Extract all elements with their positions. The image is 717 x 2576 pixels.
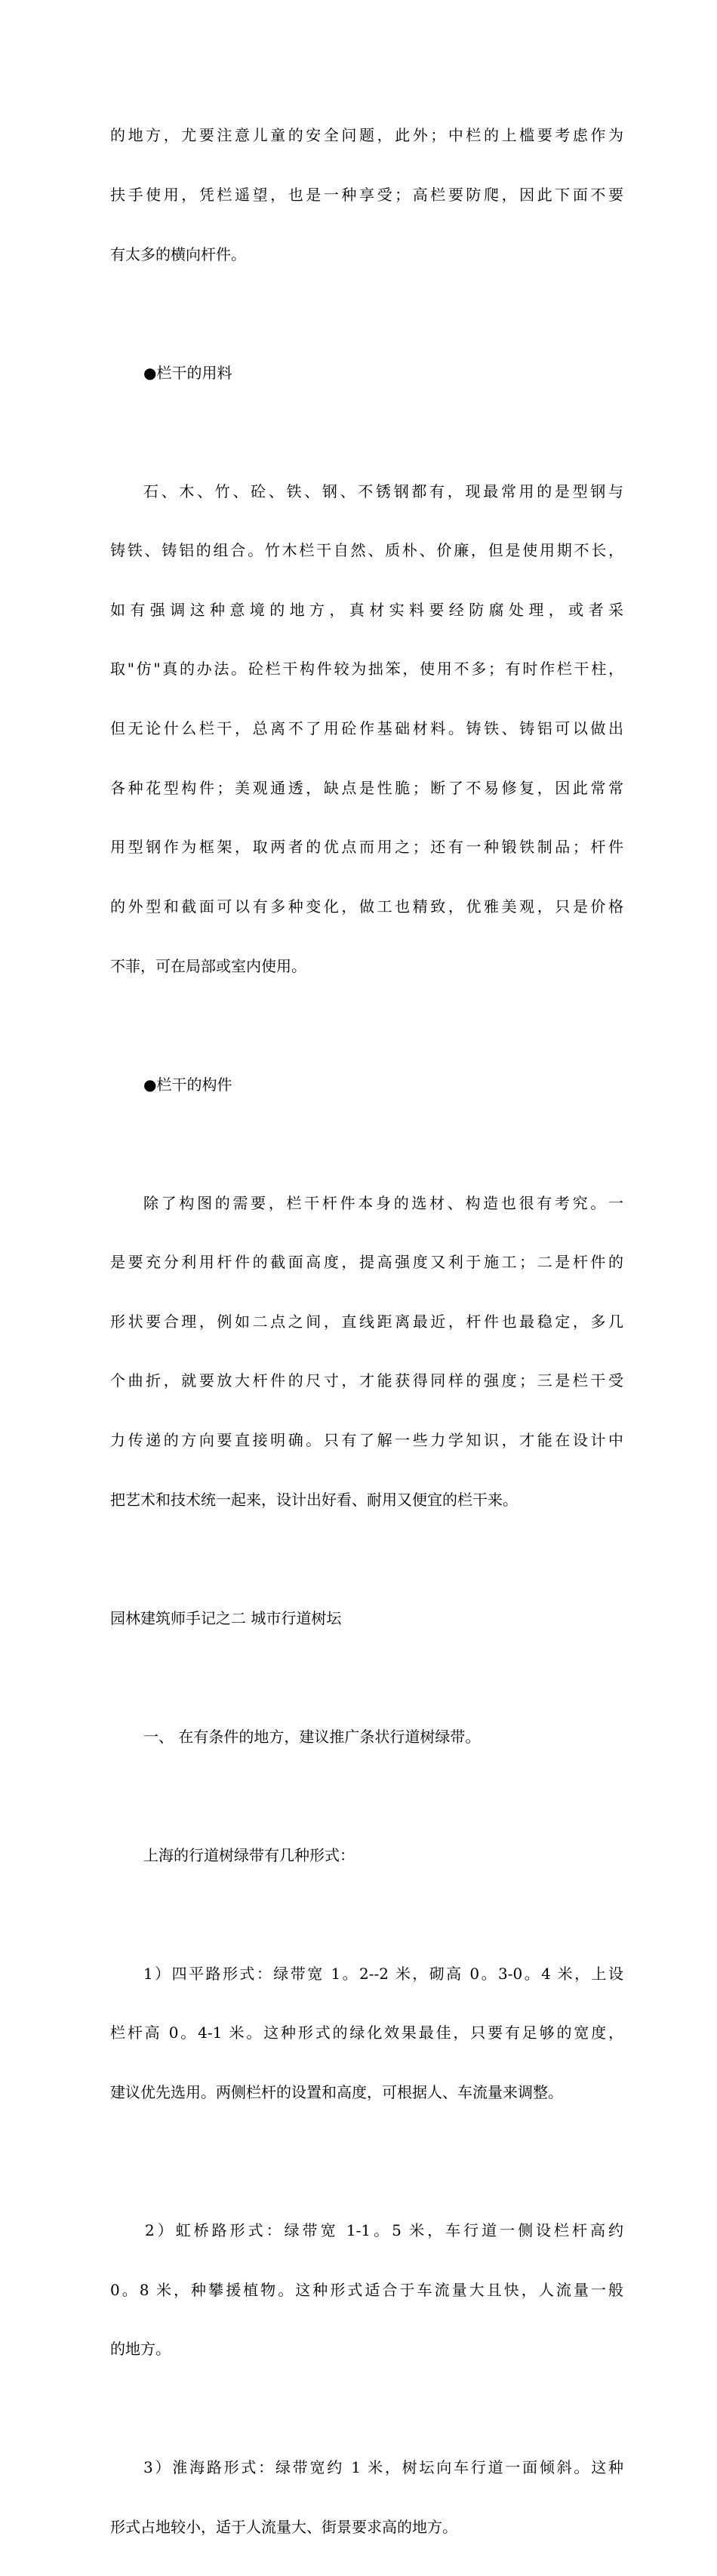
text-line: 铸铁、铸铝的组合。竹木栏干自然、质朴、价廉，但是使用期不长， (110, 541, 623, 560)
text-line: 0。8 米，种攀援植物。这种形式适合于车流量大且快，人流量一般 (110, 2280, 623, 2299)
text-line: 建议优先选用。两侧栏杆的设置和高度，可根据人、车流量来调整。 (110, 2082, 563, 2101)
heading-railing-components (110, 1035, 623, 1134)
text-line: 但无论什么栏干，总离不了用砼作基础材料。铸铁、铸铝可以做出 (110, 719, 623, 738)
document-page (110, 86, 623, 2576)
text-line: 2）虹桥路形式：绿带宽 1-1。5 米，车行道一侧设栏杆高约 (145, 2221, 623, 2239)
text-line: 的地方，尤要注意儿童的安全问题，此外；中栏的上槛要考虑作为 (110, 126, 623, 145)
section-heading: ●栏干的构件 (143, 1075, 232, 1094)
text-line: 不菲，可在局部或室内使用。 (110, 956, 306, 975)
text-line: 是要充分利用杆件的截面高度，提高强度又利于施工；二是杆件的 (110, 1253, 623, 1272)
text-line: 的外型和截面可以有多种变化，做工也精致，优雅美观，只是价格 (110, 897, 623, 916)
paragraph-siping-road (110, 1924, 623, 2141)
text-line: 有太多的横向杆件。 (110, 245, 246, 263)
text-line: 扶手使用，凭栏遥望，也是一种享受；高栏要防爬，因此下面不要 (110, 186, 623, 205)
paragraph-huaihai-road (110, 2418, 623, 2576)
page-title: 园林建筑师手记之二 城市行道树坛 (110, 1608, 342, 1627)
text-line: 取"仿"真的办法。砼栏干构件较为拙笨，使用不多；有时作栏干柱， (110, 660, 623, 679)
text-line: 1）四平路形式：绿带宽 1。2--2 米，砌高 0。3-0。4 米，上设 (143, 1964, 623, 1983)
article-title (110, 1568, 623, 1667)
text-line: 栏杆高 0。4-1 米。这种形式的绿化效果最佳，只要有足够的宽度， (110, 2024, 623, 2042)
paragraph-railing-materials (110, 442, 623, 1015)
text-line: 各种花型构件；美观通透，缺点是性脆；断了不易修复，因此常常 (110, 778, 623, 797)
text-line: 除了构图的需要，栏干杆件本身的选材、构造也很有考究。一 (143, 1193, 623, 1212)
section-heading: ●栏干的用料 (143, 363, 232, 382)
heading-railing-materials (110, 323, 623, 422)
text-line: 形式占地较小，适于人流量大、街景要求高的地方。 (110, 2517, 457, 2536)
paragraph-railing-components (110, 1153, 623, 1549)
text-line: 个曲折，就要放大杆件的尺寸，才能获得同样的强度；三是栏干受 (110, 1371, 623, 1390)
paragraph-railing-usage (110, 86, 623, 303)
text-line: 石、木、竹、砼、铁、钢、不锈钢都有，现最常用的是型钢与 (143, 482, 623, 500)
paragraph-hongqiao-road (110, 2181, 623, 2399)
text-line: 形状要合理，例如二点之间，直线距离最近，杆件也最稳定，多几 (110, 1312, 623, 1331)
section-forms-intro (110, 1805, 623, 1904)
text-line: 力传递的方向要直接明确。只有了解一些力学知识，才能在设计中 (110, 1431, 623, 1449)
text-line: 的地方。 (110, 2340, 171, 2359)
text-line: 如有强调这种意境的地方，真材实料要经防腐处理，或者采 (110, 600, 623, 619)
text-line: 把艺术和技术统一起来，设计出好看、耐用又便宜的栏干来。 (110, 1490, 518, 1509)
text-line: 上海的行道树绿带有几种形式： (143, 1845, 355, 1864)
text-line: 3）淮海路形式：绿带宽约 1 米，树坛向车行道一面倾斜。这种 (143, 2458, 623, 2477)
section-one (110, 1687, 623, 1786)
text-line: 用型钢作为框架，取两者的优点而用之；还有一种锻铁制品；杆件 (110, 838, 623, 857)
text-line: 一、 在有条件的地方，建议推广条状行道树绿带。 (143, 1727, 481, 1746)
